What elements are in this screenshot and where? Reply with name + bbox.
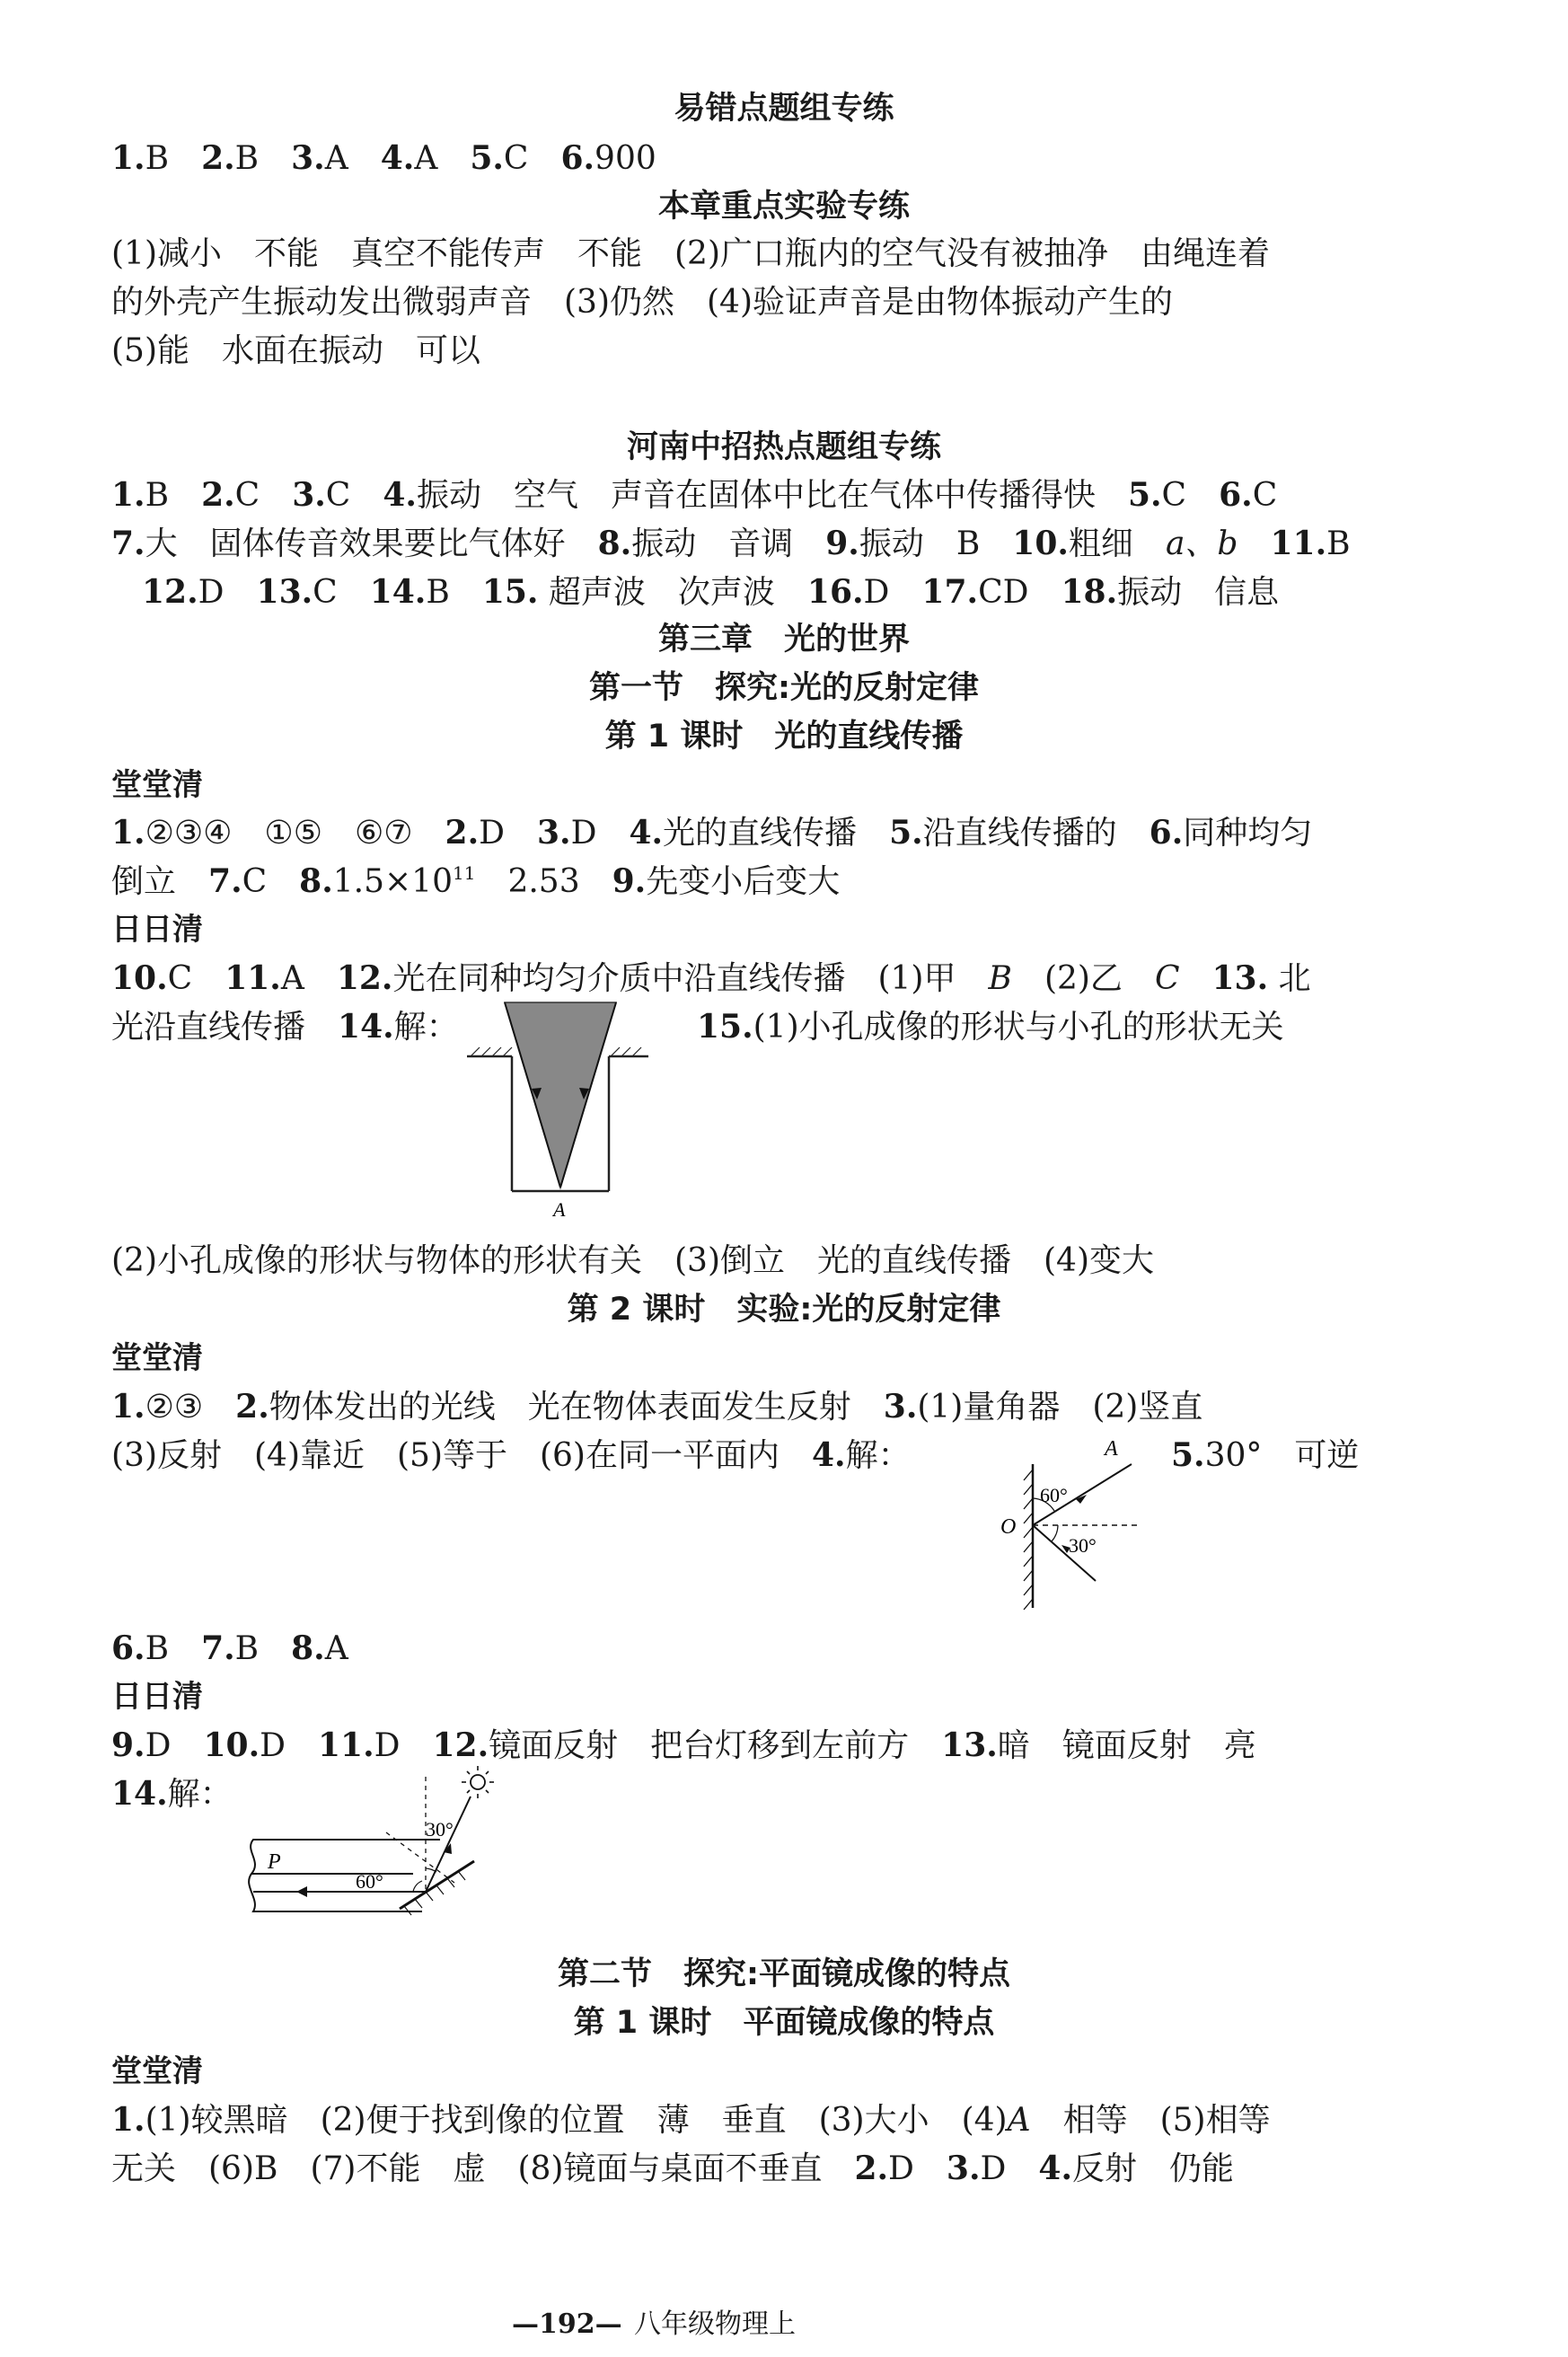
section-1-title: 第一节 探究:光的反射定律 <box>589 670 979 706</box>
reflection-label-30: 30° <box>1069 1534 1097 1557</box>
mirror-hatching-2 <box>404 1871 465 1915</box>
answers-henan-row2: 7.大 固体传音效果要比气体好 8.振动 音调 9.振动 B 10.粗细 a、b 11.B <box>111 525 1351 562</box>
book-title: 八年级物理上 <box>634 2308 796 2340</box>
label-ririqing-2: 日日清 <box>111 1679 203 1715</box>
answers-l1-ri-row3: (2)小孔成像的形状与物体的形状有关 (3)倒立 光的直线传播 (4)变大 <box>111 1242 1154 1279</box>
answers-shiyan-line1: (1)减小 不能 真空不能传声 不能 (2)广口瓶内的空气没有被抽净 由绳连着 <box>111 235 1270 272</box>
answers-l2-ri-row1: 9.D 10.D 11.D 12.镜面反射 把台灯移到左前方 13.暗 镜面反射 亮 <box>111 1726 1256 1764</box>
section-2-lesson-1-title: 第 1 课时 平面镜成像的特点 <box>573 2005 995 2041</box>
angle-arc-30 <box>1052 1525 1058 1541</box>
answers-s2-tang-row1: 1.(1)较黑暗 (2)便于找到像的位置 薄 垂直 (3)大小 (4)A 相等 (5)相等 <box>111 2101 1271 2139</box>
answers-l2-tang-row1: 1.②③ 2.物体发出的光线 光在物体表面发生反射 3.(1)量角器 (2)竖直 <box>111 1388 1203 1426</box>
reflection-label-60: 60° <box>1040 1484 1068 1506</box>
chapter-title: 第三章 光的世界 <box>657 622 910 658</box>
answers-shiyan-line2: 的外壳产生振动发出微弱声音 (3)仍然 (4)验证声音是由物体振动产生的 <box>111 284 1173 321</box>
answers-l2-tang-row3: 6.B 7.B 8.A <box>111 1629 348 1667</box>
section-title-shiyan: 本章重点实验专练 <box>657 189 910 225</box>
pinhole-shadow-cone <box>505 1002 616 1187</box>
answers-yicuo: 1.B 2.B 3.A 4.A 5.C 6.900 <box>111 139 656 177</box>
sun-rays-icon <box>462 1766 494 1798</box>
answers-l2-tang-q5: 5.30° 可逆 <box>1171 1436 1360 1474</box>
answers-l2-tang-row2: (3)反射 (4)靠近 (5)等于 (6)在同一平面内 4.解： <box>111 1436 911 1474</box>
answers-l1-tang-row1: 1.②③④ ①⑤ ⑥⑦ 2.D 3.D 4.光的直线传播 5.沿直线传播的 6.同种均匀 <box>111 814 1313 852</box>
label-ririqing-1: 日日清 <box>111 912 203 948</box>
table-label-p: P <box>268 1850 281 1874</box>
label-tangtangqing-3: 堂堂清 <box>111 2053 203 2089</box>
reflection-label-a: A <box>1105 1437 1118 1461</box>
answers-l1-ri-q15: 15.(1)小孔成像的形状与小孔的形状无关 <box>697 1008 1284 1046</box>
section-2-title: 第二节 探究:平面镜成像的特点 <box>558 1956 1010 1992</box>
label-tangtangqing-2: 堂堂清 <box>111 1340 203 1376</box>
answers-henan-row3: 12.D 13.C 14.B 15. 超声波 次声波 16.D 17.CD 18.振动 信息 <box>142 573 1280 611</box>
reflection-diagram <box>988 1428 1167 1617</box>
lesson-1-title: 第 1 课时 光的直线传播 <box>604 719 964 755</box>
label-tangtangqing-1: 堂堂清 <box>111 767 203 803</box>
page-number: —192— <box>512 2308 622 2340</box>
answers-shiyan-line3: (5)能 水面在振动 可以 <box>111 332 480 369</box>
angle-arc-30b <box>426 1868 436 1872</box>
mirror-hatching <box>1024 1470 1033 1610</box>
reflection-label-o: O <box>1000 1515 1017 1539</box>
sun-icon <box>471 1775 485 1789</box>
answers-henan-row1: 1.B 2.C 3.C 4.振动 空气 声音在固体中比在气体中传播得快 5.C 6.C <box>111 476 1278 514</box>
answers-l1-ri-row2: 光沿直线传播 14.解： <box>111 1008 459 1046</box>
table-label-60: 60° <box>356 1870 383 1893</box>
table-label-30: 30° <box>426 1818 454 1841</box>
section-title-yicuo: 易错点题组专练 <box>674 91 894 127</box>
pinhole-label-a: A <box>553 1198 566 1221</box>
answers-l2-ri-row2: 14.解： <box>111 1775 233 1813</box>
section-title-henan: 河南中招热点题组专练 <box>626 429 941 465</box>
angle-arc-60b <box>413 1881 422 1892</box>
lesson-2-title: 第 2 课时 实验:光的反射定律 <box>567 1292 1001 1328</box>
horizontal-ray-arrow <box>296 1886 307 1897</box>
pinhole-diagram <box>458 1002 665 1221</box>
answers-s2-tang-row2: 无关 (6)B (7)不能 虚 (8)镜面与桌面不垂直 2.D 3.D 4.反射 仍能 <box>111 2150 1234 2187</box>
mirror-table-diagram <box>242 1761 512 1940</box>
answers-l1-ri-row1: 10.C 11.A 12.光在同种均匀介质中沿直线传播 (1)甲 B (2)乙 C 13. 北 <box>111 959 1311 997</box>
answers-l1-tang-row2: 倒立 7.C $8.1.5\times 10^{11}$ 2.53 9.先变小后变大 <box>111 862 841 900</box>
